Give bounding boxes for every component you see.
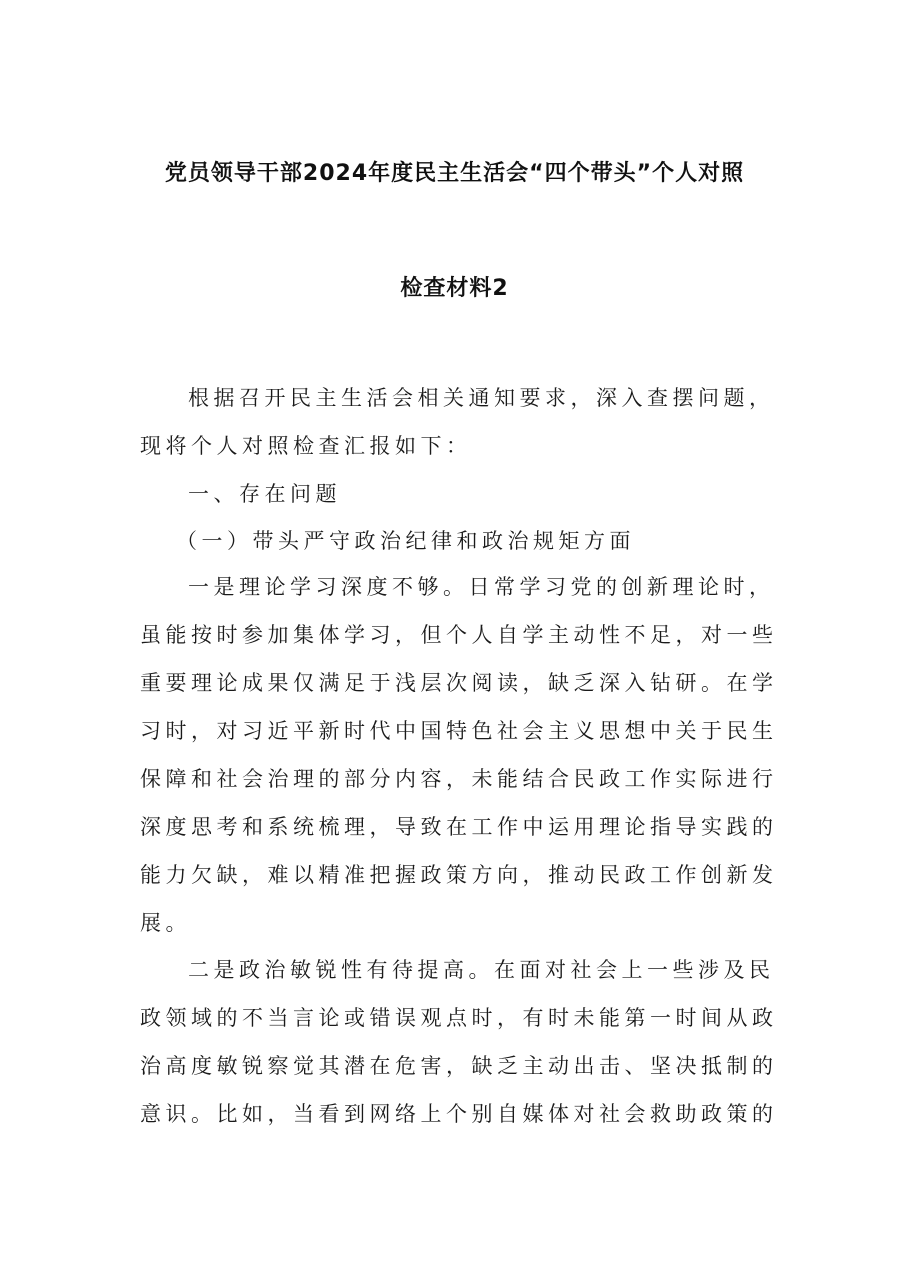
- document-title-line-1: 党员领导干部2024年度民主生活会“四个带头”个人对照: [164, 161, 745, 186]
- text-line: 展。: [140, 911, 191, 935]
- text-line: 深度思考和系统梳理，导致在工作中运用理论指导实践的: [140, 815, 778, 839]
- text-line: 现将个人对照检查汇报如下：: [140, 434, 472, 458]
- text-line: 治高度敏锐察觉其潜在危害，缺乏主动出击、坚决抵制的: [140, 1054, 778, 1078]
- paragraph-point-two: [140, 946, 778, 1138]
- text-line: 一是理论学习深度不够。日常学习党的创新理论时，: [188, 575, 775, 599]
- text-line: 虽能按时参加集体学习，但个人自学主动性不足，对一些: [140, 623, 778, 647]
- text-line: （一）带头严守政治纪律和政治规矩方面: [176, 529, 635, 553]
- subsection-heading: [140, 517, 772, 565]
- text-line: 二是政治敏锐性有待提高。在面对社会上一些涉及民: [188, 958, 775, 982]
- text-line: 政领域的不当言论或错误观点时，有时未能第一时间从政: [140, 1006, 778, 1030]
- document-title-line-2: 检查材料2: [400, 276, 509, 301]
- text-line: 根据召开民主生活会相关通知要求，深入查摆问题，: [188, 386, 775, 410]
- text-line: 意识。比如，当看到网络上个别自媒体对社会救助政策的: [140, 1102, 778, 1126]
- paragraph-intro: [140, 374, 775, 470]
- section-heading: [140, 470, 772, 518]
- paragraph-point-one: [140, 563, 778, 947]
- text-line: 保障和社会治理的部分内容，未能结合民政工作实际进行: [140, 767, 778, 791]
- text-line: 重要理论成果仅满足于浅层次阅读，缺乏深入钻研。在学: [140, 671, 778, 695]
- text-line: 能力欠缺，难以精准把握政策方向，推动民政工作创新发: [140, 863, 778, 887]
- text-line: 一、存在问题: [188, 482, 341, 506]
- text-line: 习时，对习近平新时代中国特色社会主义思想中关于民生: [140, 719, 778, 743]
